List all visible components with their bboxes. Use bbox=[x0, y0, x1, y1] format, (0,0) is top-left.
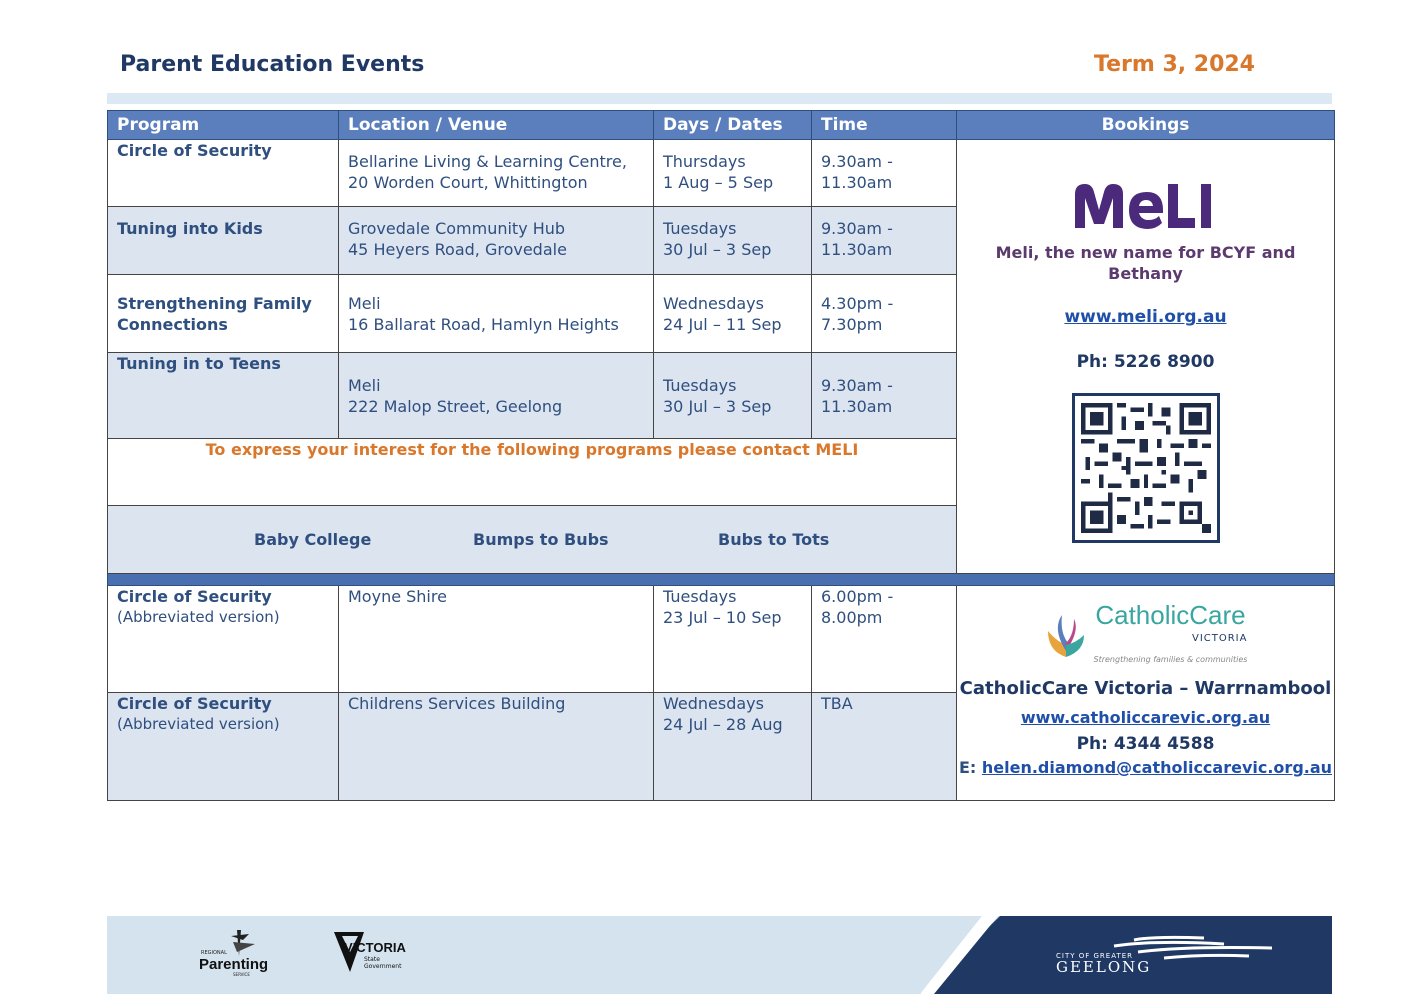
meli-caption: Meli, the new name for BCYF and Bethany bbox=[995, 243, 1296, 283]
location-line: 16 Ballarat Road, Hamlyn Heights bbox=[348, 315, 619, 334]
vic-main-text: VICTORIA bbox=[344, 940, 406, 955]
interest-programs-cell bbox=[108, 506, 957, 574]
time-start: 9.30am - bbox=[821, 219, 893, 238]
catholiccare-email-link[interactable]: helen.diamond@catholiccarevic.org.au bbox=[981, 758, 1333, 777]
program-bumps-to-bubs: Bumps to Bubs bbox=[473, 530, 609, 549]
date-range: 24 Jul – 11 Sep bbox=[663, 315, 782, 334]
time-cell bbox=[812, 207, 957, 275]
time-cell bbox=[812, 586, 957, 693]
location-line: Moyne Shire bbox=[348, 587, 447, 606]
table-row bbox=[108, 586, 1335, 693]
dates-cell bbox=[654, 207, 812, 275]
program-bubs-to-tots: Bubs to Tots bbox=[718, 530, 830, 549]
location-line: Bellarine Living & Learning Centre, bbox=[348, 152, 627, 171]
dates-cell bbox=[654, 353, 812, 439]
dates-cell bbox=[654, 140, 812, 207]
program-name: Strengthening Family bbox=[117, 294, 312, 313]
time-start: 9.30am - bbox=[821, 376, 893, 395]
section-divider bbox=[108, 574, 1335, 586]
program-cell bbox=[108, 353, 339, 439]
time-start: 6.00pm - bbox=[821, 587, 894, 606]
location-cell bbox=[339, 207, 654, 275]
regional-parenting-logo bbox=[197, 928, 267, 978]
table-header-row bbox=[108, 111, 1335, 140]
program-name: Connections bbox=[117, 315, 228, 334]
meli-phone: Ph: 5226 8900 bbox=[1076, 352, 1215, 372]
program-cell bbox=[108, 693, 339, 801]
time-start: 9.30am - bbox=[821, 152, 893, 171]
time-cell bbox=[812, 275, 957, 353]
section-divider-bar bbox=[108, 574, 1335, 586]
col-header-bookings: Bookings bbox=[957, 111, 1335, 140]
program-cell bbox=[108, 275, 339, 353]
catholiccare-logo bbox=[957, 602, 1334, 670]
program-note: (Abbreviated version) bbox=[117, 608, 280, 626]
rp-main-text: Parenting bbox=[199, 956, 267, 973]
time-end: 11.30am bbox=[821, 173, 893, 192]
top-divider-bar bbox=[107, 93, 1332, 104]
dates-cell bbox=[654, 693, 812, 801]
victoria-government-logo bbox=[334, 932, 414, 976]
location-cell bbox=[339, 275, 654, 353]
program-name: Circle of Security bbox=[117, 587, 272, 606]
geelong-main-text: GEELONG bbox=[1056, 958, 1152, 976]
date-range: 1 Aug – 5 Sep bbox=[663, 173, 774, 192]
date-range: 24 Jul – 28 Aug bbox=[663, 715, 783, 734]
location-cell bbox=[339, 693, 654, 801]
day-label: Tuesdays bbox=[663, 219, 737, 238]
location-cell bbox=[339, 353, 654, 439]
location-cell bbox=[339, 586, 654, 693]
catholiccare-phone: Ph: 4344 4588 bbox=[1076, 734, 1215, 754]
events-table bbox=[107, 110, 1335, 801]
page-title: Parent Education Events bbox=[120, 52, 425, 77]
catholiccare-logo-tagline: Strengthening families & communities bbox=[1093, 655, 1248, 664]
date-range: 30 Jul – 3 Sep bbox=[663, 240, 772, 259]
program-cell bbox=[108, 140, 339, 207]
city-of-greater-geelong-logo bbox=[1054, 930, 1279, 980]
program-baby-college: Baby College bbox=[254, 530, 372, 549]
time-end: 8.00pm bbox=[821, 608, 883, 627]
dates-cell bbox=[654, 275, 812, 353]
program-name: Circle of Security bbox=[117, 141, 272, 160]
catholiccare-website-link[interactable]: www.catholiccarevic.org.au bbox=[1020, 708, 1271, 727]
program-name: Tuning in to Teens bbox=[117, 354, 281, 373]
location-line: Meli bbox=[348, 376, 381, 395]
program-cell bbox=[108, 207, 339, 275]
day-label: Wednesdays bbox=[663, 694, 764, 713]
catholiccare-booking-cell bbox=[957, 586, 1335, 801]
rp-small-text: REGIONAL bbox=[201, 950, 227, 956]
meli-website-link[interactable]: www.meli.org.au bbox=[1064, 307, 1227, 327]
time-cell bbox=[812, 693, 957, 801]
time-end: 11.30am bbox=[821, 397, 893, 416]
time-start: 4.30pm - bbox=[821, 294, 894, 313]
qr-code-icon bbox=[1072, 393, 1220, 543]
date-range: 30 Jul – 3 Sep bbox=[663, 397, 772, 416]
dates-cell bbox=[654, 586, 812, 693]
time-start: TBA bbox=[821, 694, 853, 713]
email-label: E: bbox=[958, 758, 977, 777]
table-row bbox=[108, 140, 1335, 207]
time-cell bbox=[812, 353, 957, 439]
rp-sub-text: SERVICE bbox=[233, 972, 250, 977]
col-header-program: Program bbox=[108, 111, 339, 140]
col-header-dates: Days / Dates bbox=[654, 111, 812, 140]
day-label: Thursdays bbox=[663, 152, 746, 171]
butterfly-icon bbox=[1044, 611, 1088, 661]
catholiccare-title: CatholicCare Victoria – Warrnambool bbox=[959, 678, 1332, 699]
col-header-location: Location / Venue bbox=[339, 111, 654, 140]
day-label: Wednesdays bbox=[663, 294, 764, 313]
time-end: 11.30am bbox=[821, 240, 893, 259]
time-end: 7.30pm bbox=[821, 315, 883, 334]
vic-sub-text: State bbox=[364, 956, 380, 963]
catholiccare-logo-sub: VICTORIA bbox=[1191, 633, 1248, 644]
day-label: Tuesdays bbox=[663, 587, 737, 606]
location-line: Childrens Services Building bbox=[348, 694, 566, 713]
location-line: 20 Worden Court, Whittington bbox=[348, 173, 588, 192]
geelong-small-text: CITY OF GREATER bbox=[1056, 952, 1134, 960]
meli-logo bbox=[957, 180, 1334, 236]
time-cell bbox=[812, 140, 957, 207]
catholiccare-logo-name: CatholicCare bbox=[1095, 600, 1246, 630]
program-name: Circle of Security bbox=[117, 694, 272, 713]
date-range: 23 Jul – 10 Sep bbox=[663, 608, 782, 627]
col-header-time: Time bbox=[812, 111, 957, 140]
location-line: 45 Heyers Road, Grovedale bbox=[348, 240, 567, 259]
program-name: Tuning into Kids bbox=[117, 219, 263, 238]
interest-note: To express your interest for the following programs please contact MELI bbox=[108, 439, 957, 506]
program-cell bbox=[108, 586, 339, 693]
day-label: Tuesdays bbox=[663, 376, 737, 395]
location-cell bbox=[339, 140, 654, 207]
meli-booking-cell bbox=[957, 140, 1335, 574]
program-note: (Abbreviated version) bbox=[117, 715, 280, 733]
term-label: Term 3, 2024 bbox=[1094, 52, 1255, 77]
vic-sub-text: Government bbox=[364, 963, 402, 970]
location-line: Meli bbox=[348, 294, 381, 313]
location-line: Grovedale Community Hub bbox=[348, 219, 566, 238]
location-line: 222 Malop Street, Geelong bbox=[348, 397, 563, 416]
